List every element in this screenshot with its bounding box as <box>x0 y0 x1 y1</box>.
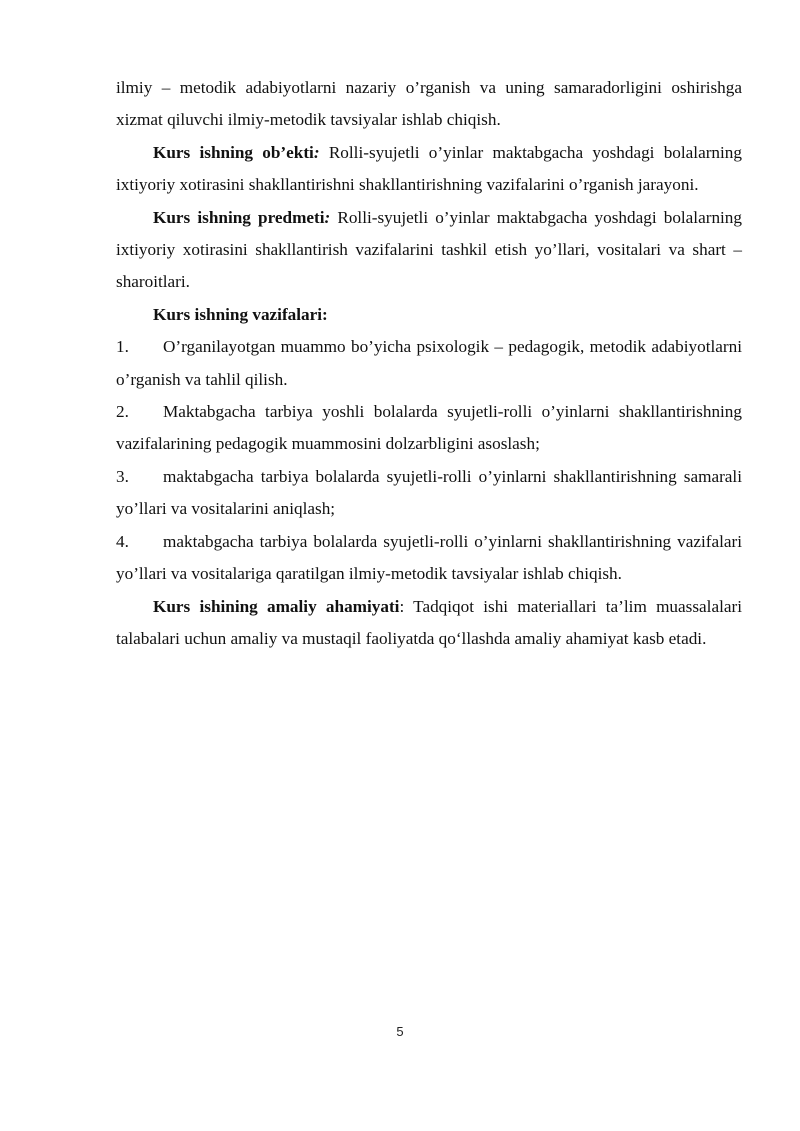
list-item-number: 4. <box>116 531 129 551</box>
list-item <box>116 461 742 526</box>
intro-paragraph <box>116 72 742 137</box>
subject-colon: : <box>324 207 331 227</box>
object-text: Rolli-syujetli o’yinlar maktabgacha yoshdagi bolalarning ixtiyoriy xotirasini shakllantirishni shakllantirishning vazifalarini o’rganish jarayoni. <box>116 142 742 195</box>
subject-paragraph <box>116 202 742 299</box>
intro-text: ilmiy – metodik adabiyotlarni nazariy o’rganish va uning samaradorligini oshirishga xizmat qiluvchi ilmiy-metodik tavsiyalar ishlab chiqish. <box>116 78 742 130</box>
document-body <box>116 72 742 655</box>
page-number: 5 <box>396 1024 404 1039</box>
list-item-text: Maktabgacha tarbiya yoshli bolalarda syujetli-rolli o’yinlarni shakllantirishning vazifalarining pedagogik muammosini dolzarbligini asoslash; <box>116 402 742 454</box>
list-item <box>116 331 742 396</box>
object-paragraph <box>116 137 742 202</box>
list-item-text: maktabgacha tarbiya bolalarda syujetli-rolli o’yinlarni shakllantirishning samarali yo’llari va vositalarini aniqlash; <box>116 466 742 519</box>
practical-text: Tadqiqot ishi materiallari ta’lim muassalalari talabalari uchun amaliy va mustaqil faoliyatda qo‘llashda amaliy ahamiyat kasb etadi. <box>116 596 742 648</box>
subject-text: Rolli-syujetli o’yinlar maktabgacha yoshdagi bolalarning ixtiyoriy xotirasini shakllantirish vazifalarini tashkil etish yo’llari, vositalari va shart – sharoitlari. <box>116 207 742 292</box>
object-label: Kurs ishning ob’ekti <box>153 142 314 162</box>
subject-label: Kurs ishning predmeti <box>153 207 325 227</box>
tasks-heading <box>116 299 742 331</box>
practical-colon: : <box>399 596 405 616</box>
tasks-heading-text: Kurs ishning vazifalari: <box>153 304 328 324</box>
list-item-text: maktabgacha tarbiya bolalarda syujetli-rolli o’yinlarni shakllantirishning vazifalari yo’llari va vositalariga qaratilgan ilmiy-metodik tavsiyalar ishlab chiqish. <box>116 531 742 584</box>
list-item-number: 2. <box>116 402 129 422</box>
list-item-number: 1. <box>116 337 129 357</box>
list-item-text: O’rganilayotgan muammo bo’yicha psixologik – pedagogik, metodik adabiyotlarni o’rganish va tahlil qilish. <box>116 337 742 389</box>
practical-label: Kurs ishining amaliy ahamiyati <box>153 596 400 616</box>
practical-paragraph <box>116 591 742 656</box>
list-item <box>116 526 742 591</box>
list-item <box>116 396 742 461</box>
list-item-number: 3. <box>116 466 129 486</box>
object-colon: : <box>313 142 320 162</box>
